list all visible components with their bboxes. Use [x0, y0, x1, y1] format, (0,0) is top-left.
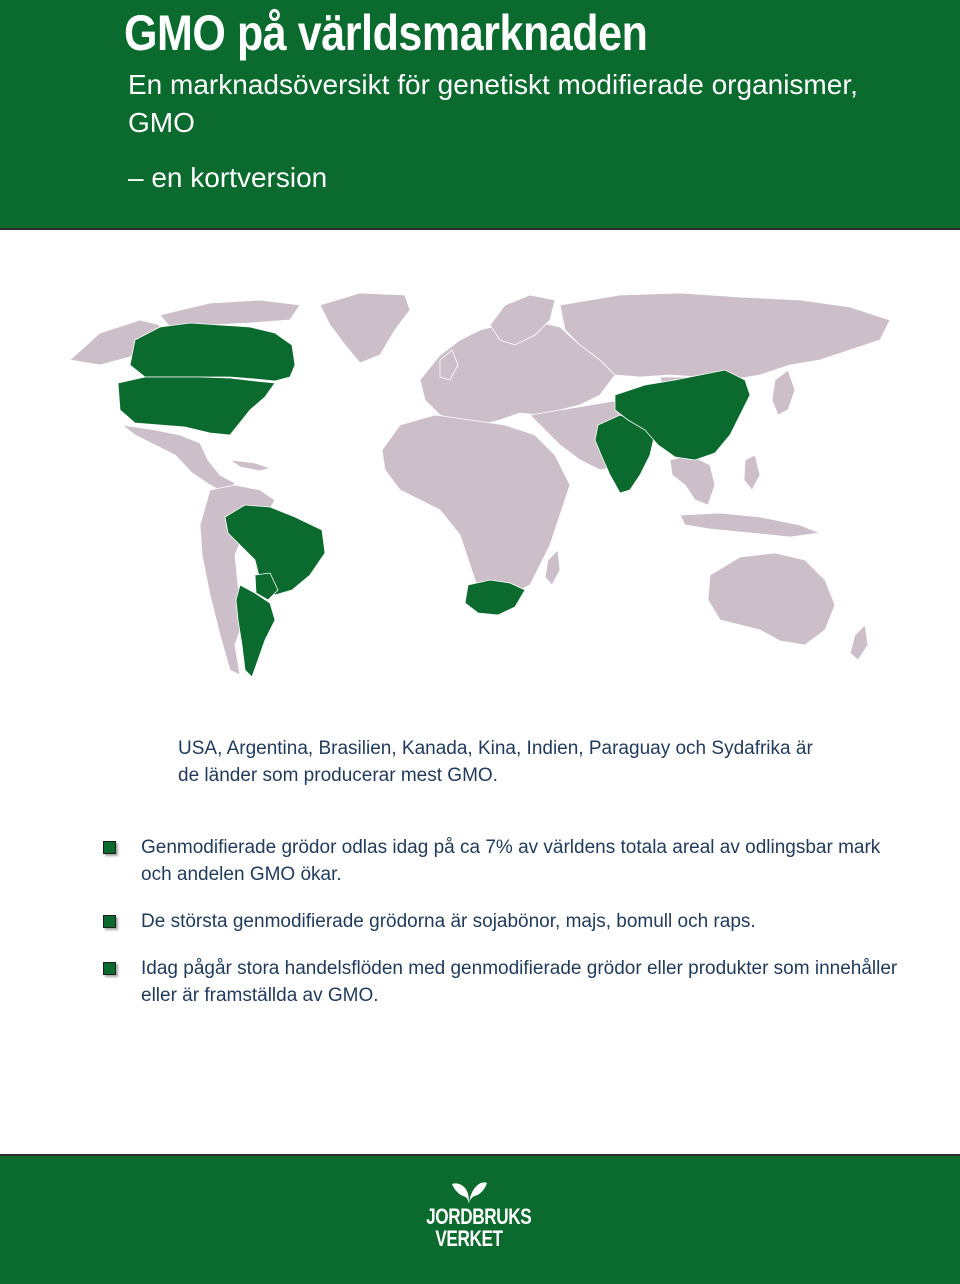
footer-banner: [0, 1154, 960, 1284]
logo-line-1: JORDBRUKS: [426, 1204, 532, 1229]
map-region-australia: [708, 553, 835, 645]
map-country-usa: [118, 377, 275, 435]
page-subtitle: En marknadsöversikt för genetiskt modifierade organismer, GMO: [128, 69, 858, 138]
bullet-square-icon: [103, 841, 116, 854]
fact-text: Genmodifierade grödor odlas idag på ca 7% av världens totala areal av odlingsbar mark och andelen GMO ökar.: [141, 837, 881, 885]
header-banner: [0, 0, 960, 230]
fact-text: De största genmodifierade grödorna är sojabönor, majs, bomull och raps.: [141, 911, 756, 932]
logo-line-2: VERKET: [435, 1226, 503, 1251]
map-region-madagascar: [545, 550, 560, 585]
map-region-se-asia: [670, 455, 715, 505]
map-region-caribbean: [230, 460, 270, 471]
intro-text: USA, Argentina, Brasilien, Kanada, Kina, Indien, Paraguay och Sydafrika är de länder som producerar mest GMO.: [178, 738, 813, 786]
bullet-square-icon: [103, 915, 116, 928]
map-region-new-zealand: [850, 625, 868, 660]
world-map: [60, 285, 900, 685]
fact-item: [100, 908, 900, 935]
map-region-greenland: [320, 293, 410, 363]
fact-item: [100, 834, 900, 888]
fact-item: [100, 955, 900, 1009]
bullet-square-icon: [103, 962, 116, 975]
map-region-mexico: [122, 425, 235, 495]
map-region-russia: [560, 293, 890, 380]
map-region-indonesia: [680, 513, 820, 537]
map-country-canada: [130, 323, 295, 381]
map-region-arctic-canada: [160, 300, 300, 327]
fact-list: [100, 834, 900, 1009]
map-region-philippines: [744, 455, 760, 490]
fact-text: Idag pågår stora handelsflöden med genmodifierade grödor eller produkter som innehåller eller är framställda av GMO.: [141, 958, 898, 1006]
map-region-africa: [382, 415, 570, 600]
map-country-brazil: [225, 505, 325, 595]
jordbruksverket-logo: [414, 1180, 532, 1260]
page-title: GMO på världsmarknaden: [124, 5, 648, 61]
map-region-japan: [772, 370, 795, 415]
leaf-icon: [449, 1180, 489, 1206]
page-tagline: – en kortversion: [128, 162, 328, 193]
